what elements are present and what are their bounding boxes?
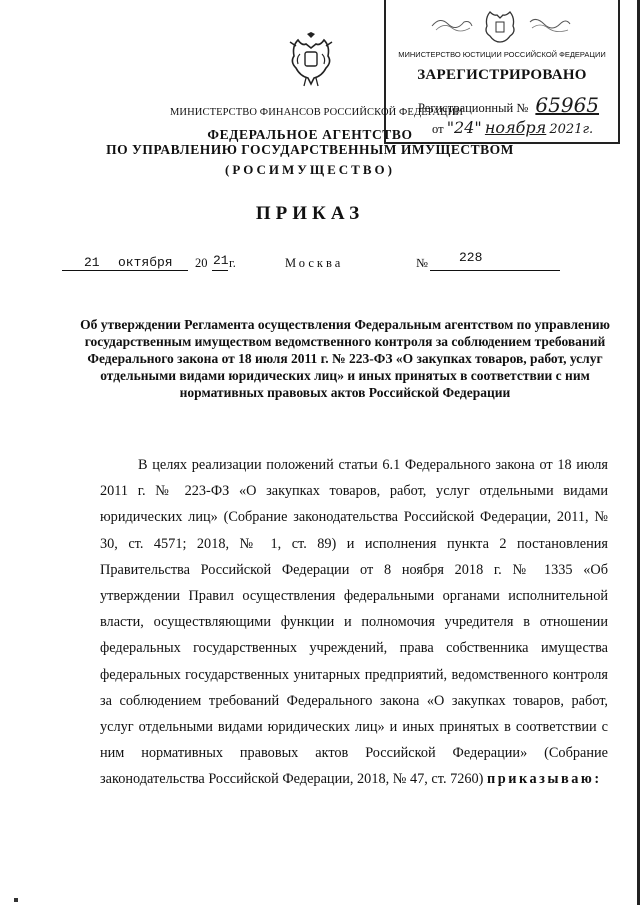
stamp-ministry: МИНИСТЕРСТВО ЮСТИЦИИ РОССИЙСКОЙ ФЕДЕРАЦИИ [398, 50, 606, 59]
order-year-prefix: 20 [195, 256, 208, 270]
stamp-emblem-icon [480, 6, 520, 46]
order-day-underline [62, 270, 188, 271]
order-body-paragraph: В целях реализации положений статьи 6.1 Федерального закона от 18 июля 2011 г. № 223-ФЗ «О закупках товаров, работ, услуг отдельными видами юридических лиц» (Собрание законодательства Российской Федерации, 2011, № 30, ст. 4571; 2018, № 1, ст. 89) и исполнения пункта 2 постановления Правительства Российской Федерации от 8 ноября 2018 г. № 1335 «Об утверждении Правил осуществления федеральными органами исполнительной власти, осуществляющими функции и полномочия учредителя в отношении федеральных государственных учреждений, права собственника имущества федеральных государственных унитарных предприятий, ведомственного контроля за соблюдением требований Федерального закона «О закупках товаров, работ, услуг отдельными видами юридических лиц» и иных принятых в соответствии с ним нормативных правовых актов Российской Федерации» (Собрание законодательства Российской Федерации, 2018, № 47, ст. 7260) [100, 457, 608, 788]
order-number: 228 [459, 250, 483, 265]
order-month: октября [118, 255, 173, 270]
stamp-reg-number: 65965 [535, 93, 600, 117]
order-date-row [0, 252, 640, 276]
order-year-underline [212, 270, 228, 271]
stamp-date-month: ноября [484, 118, 547, 137]
order-number-underline [430, 270, 560, 271]
scan-mark [14, 898, 18, 902]
ministry-name: МИНИСТЕРСТВО ФИНАНСОВ РОССИЙСКОЙ ФЕДЕРАЦИИ [170, 107, 464, 118]
order-number-label: № [416, 256, 428, 270]
agency-short-name: (РОСИМУЩЕСТВО) [225, 162, 395, 177]
order-subject: Об утверждении Регламента осуществления Федеральным агентством по управлению государственным имуществом ведомственного контроля за соблюдением требований Федерального закона от 18 июля 2011 г. № 223-ФЗ «О закупках товаров, работ, услуг отдельными видами юридических лиц» и иных принятых в соответствии с ним нормативных правовых актов Российской Федерации [80, 317, 610, 400]
order-year-unit: г. [229, 256, 236, 270]
order-year-suffix: 21 [213, 253, 229, 268]
stamp-ornament-right [528, 12, 572, 34]
order-city: Москва [285, 256, 344, 270]
stamp-date-year: 2021г. [549, 122, 594, 137]
order-title: ПРИКАЗ [255, 203, 365, 224]
order-day: 21 [84, 255, 100, 270]
order-closing: приказываю: [487, 771, 602, 788]
agency-name-line2: ПО УПРАВЛЕНИЮ ГОСУДАРСТВЕННЫМ ИМУЩЕСТВОМ [106, 142, 514, 157]
order-body [100, 452, 608, 793]
stamp-ornament-left [430, 12, 474, 34]
stamp-date-prefix: от [432, 122, 444, 136]
stamp-date-day: "24" [446, 118, 482, 137]
coat-of-arms-icon [286, 32, 336, 88]
agency-name-line1: ФЕДЕРАЛЬНОЕ АГЕНТСТВО [207, 127, 413, 142]
stamp-registered: ЗАРЕГИСТРИРОВАНО [417, 67, 587, 83]
stamp-reg-label: Регистрационный № [418, 101, 529, 115]
